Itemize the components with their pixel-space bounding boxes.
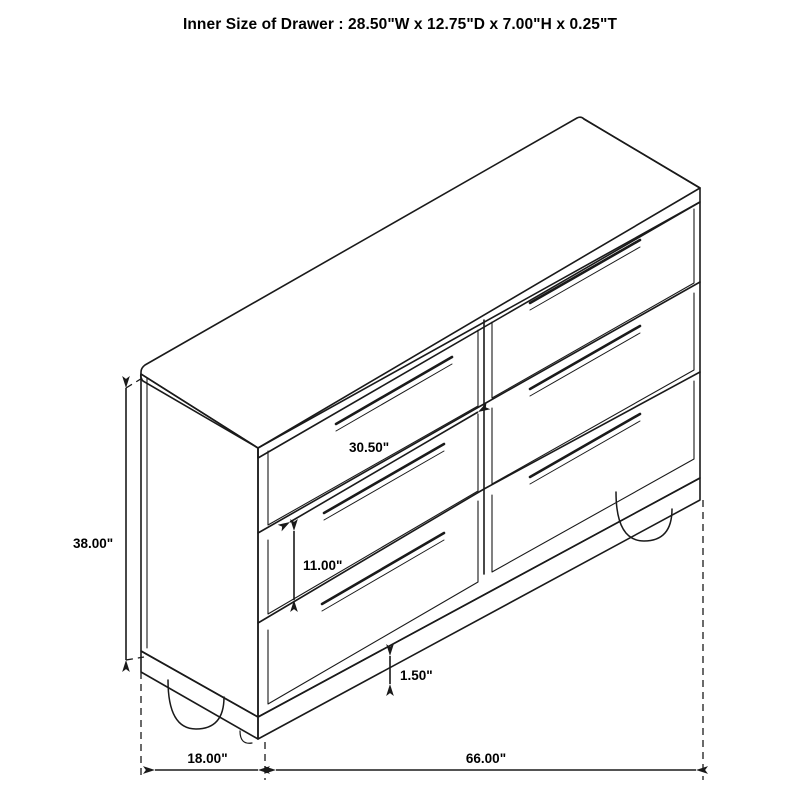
drawer-reveal-tr (492, 209, 694, 398)
page-title: Inner Size of Drawer : 28.50"W x 12.75"D x 7.00"H x 0.25"T (182, 16, 618, 33)
handle-bottom-right-shadow (530, 421, 640, 484)
top-surface-edge (141, 119, 700, 448)
divider-right-1 (484, 282, 700, 404)
dimension-lines (126, 377, 703, 780)
handle-mid-right (530, 326, 640, 389)
drawer-reveal-bl (268, 501, 478, 704)
divider-right-2 (484, 372, 700, 489)
base-height-label: 1.50" (400, 668, 433, 683)
dresser-body (141, 117, 700, 743)
width-label: 66.00" (465, 751, 507, 766)
depth-label: 18.00" (187, 751, 228, 766)
handle-mid-right-shadow (530, 333, 640, 396)
handle-top-right (530, 240, 640, 303)
divider-left-2 (258, 489, 484, 623)
drawer-reveal-mr (492, 293, 694, 484)
handle-top-left (336, 357, 452, 424)
handle-bottom-left-shadow (322, 540, 444, 611)
base-plinth-front (258, 478, 700, 739)
divider-left-1 (258, 404, 484, 533)
drawer-width-dim-line (290, 412, 478, 522)
drawer-reveal-br (492, 381, 694, 572)
drawer-width-label: 30.50" (349, 440, 390, 455)
height-label: 38.00" (73, 536, 114, 551)
handle-top-left-shadow (336, 364, 452, 431)
handle-bottom-right (530, 414, 640, 477)
front-face (258, 202, 700, 717)
drawer-height-label: 11.00" (303, 558, 343, 573)
left-side-panel (141, 374, 258, 717)
foot-front-right (616, 492, 672, 541)
foot-front-left (168, 680, 224, 729)
top-panel (141, 117, 700, 458)
base-plinth-left (141, 651, 258, 739)
